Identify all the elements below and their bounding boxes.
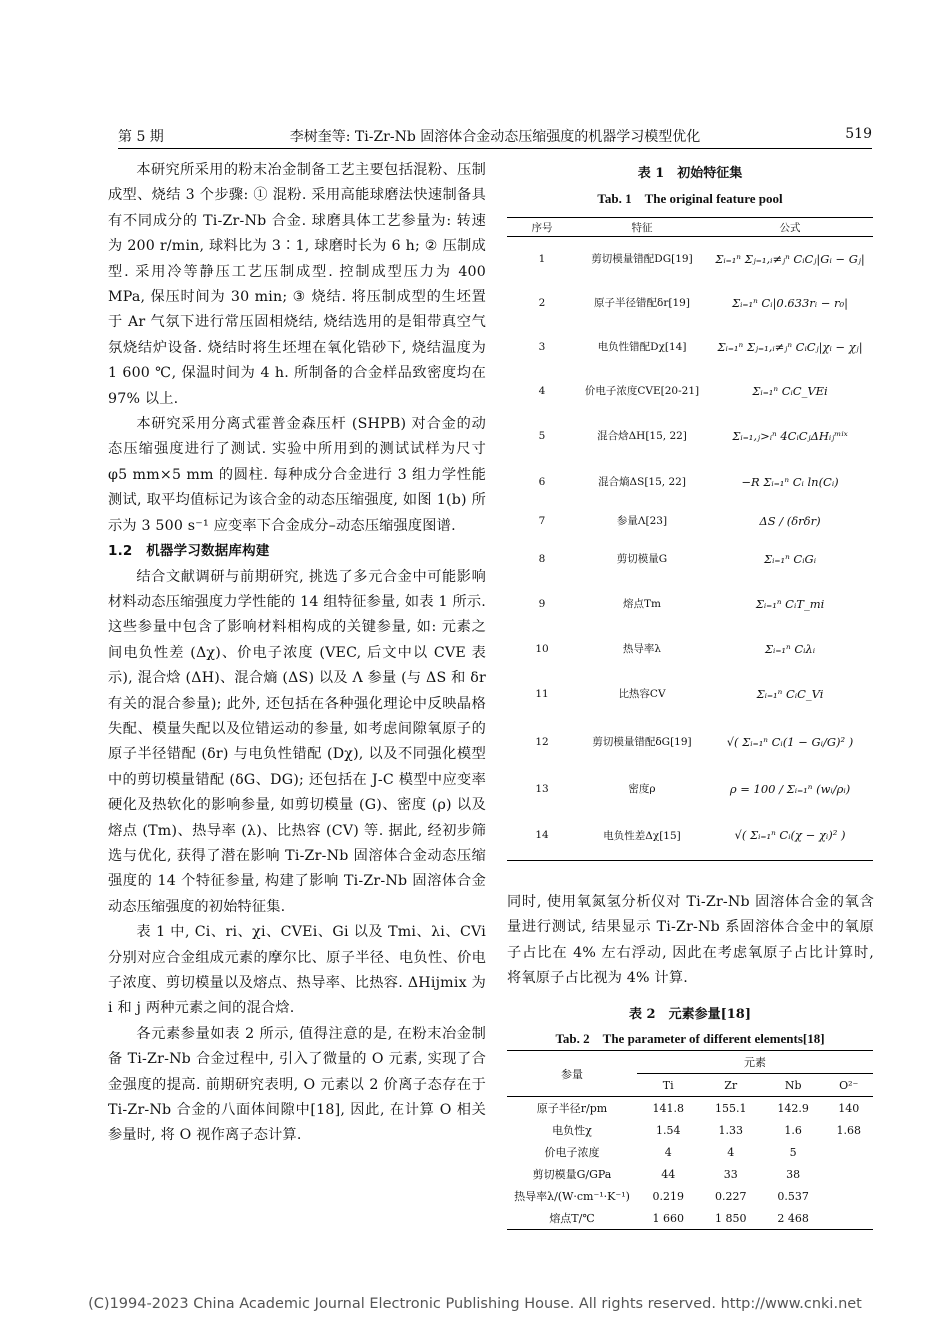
paragraph-oxygen: 同时, 使用氧氮氢分析仪对 Ti-Zr-Nb 固溶体合金的氧含量进行测试, 结果显示 Ti-Zr-Nb 系固溶体合金中的氧原子占比在 4% 左右浮动, 因此在考虑氧原子占比计算时, 将氧原子占比视为 4% 计算. (507, 894, 874, 987)
issue-number: 第 5 期 (118, 129, 164, 145)
table2-cell-value: 33 (723, 1167, 738, 1181)
table1-cell-formula: Σᵢ₌₁ⁿ Σⱼ₌₁,ᵢ≠ⱼⁿ CᵢCⱼ|Gᵢ − Gⱼ| (715, 251, 865, 266)
table1-cell-feature: 混合熵ΔS[15, 22] (598, 476, 686, 488)
table1-row (507, 581, 873, 627)
table2-cell-value: 5 (789, 1145, 797, 1159)
table2-cell-value: 1.68 (836, 1123, 861, 1137)
table2-cell-value (824, 1141, 873, 1163)
table1-cell-feature: 剪切模量错配δG[19] (592, 736, 692, 748)
table1-cell-formula: Σᵢ₌₁ⁿ Cᵢλᵢ (764, 641, 816, 656)
table1-cell-no: 8 (538, 552, 546, 565)
table1-header-feature: 特征 (577, 218, 707, 237)
table2-col-o: O²⁻ (824, 1074, 873, 1097)
table1-row (507, 369, 873, 413)
table2-cell-value: 1.6 (784, 1123, 802, 1137)
table1-row (507, 627, 873, 671)
table1-cell-no: 4 (538, 384, 546, 397)
table1-cell-formula: ρ = 100 / Σᵢ₌₁ⁿ (wᵢ/ρᵢ) (729, 781, 851, 796)
table1-cell-feature: 参量Λ[23] (616, 515, 668, 527)
table1-header-formula: 公式 (707, 218, 873, 237)
running-title: 李树奎等: Ti-Zr-Nb 固溶体合金动态压缩强度的机器学习模型优化 (289, 129, 701, 145)
table1-cell-feature: 热导率λ (622, 643, 662, 655)
table1-cell-feature: 剪切模量错配DG[19] (591, 253, 693, 266)
table2-cell-value: 1.33 (718, 1123, 743, 1137)
table1-row (507, 671, 873, 717)
table2-cell-value: 142.9 (777, 1101, 809, 1115)
table1-caption-en: Tab. 1 The original feature pool (597, 191, 783, 206)
paragraph-features: 结合文献调研与前期研究, 挑选了多元合金中可能影响材料动态压缩强度力学性能的 14 组特征参量, 如表 1 所示. 这些参量中包含了影响材料相构成的关键参量, 如: 元素之间电负性差 (Δχ)、价电子浓度 (VEC, 后文中以 CVE 表示), 混合焓 (ΔH)、混合熵 (ΔS) 以及 Λ 参量 (与 ΔS 和 δr 有关的混合参量); 此外, 还包括在各种强化理论中反映晶格失配、模量失配以及位错运动的参量, 如考虑间隙氧原子的原子半径错配 (δr) 与电负性错配 (Dχ), 以及不同强化模型中的剪切模量错配 (δG、DG); 还包括在 J-C 模型中应变率硬化及热软化的影响参量, 如剪切模量 (G)、密度 (ρ) 以及熔点 (Tm)、热导率 (λ)、比热容 (CV) 等. 据此, 经初步筛选与优化, 获得了潜在影响 Ti-Zr-Nb 固溶体合金动态压缩强度的 14 个特征参量, 构建了影响 Ti-Zr-Nb 固溶体合金动态压缩强度的初始特征集. (108, 568, 486, 915)
table1-header-no: 序号 (507, 218, 577, 237)
table2-cell-value: 0.219 (652, 1189, 684, 1203)
table2-cell-param: 原子半径r/pm (536, 1102, 608, 1115)
table2-cell-value: 140 (838, 1101, 860, 1115)
table1-cell-feature: 原子半径错配δr[19] (594, 297, 690, 309)
table1-cell-formula: Σᵢ₌₁ⁿ CᵢGᵢ (763, 551, 817, 566)
table2-cell-value: 1 660 (637, 1207, 699, 1230)
table1-caption-cn: 表 1 初始特征集 (637, 166, 743, 181)
table2-cell-value: 1.54 (655, 1123, 681, 1137)
table1-cell-formula: −R Σᵢ₌₁ⁿ Cᵢ ln(Cᵢ) (741, 474, 839, 489)
table2-cell-param: 热导率λ/(W·cm⁻¹·K⁻¹) (514, 1190, 630, 1203)
table2-cell-value (824, 1207, 873, 1230)
table2-row (507, 1163, 873, 1185)
table1-cell-no: 10 (535, 642, 549, 655)
table1-cell-formula: ΔS / (δrδr) (759, 513, 821, 528)
table1-body (507, 237, 873, 861)
table2-cell-value: 2 468 (762, 1207, 824, 1230)
paragraph-symbols: 表 1 中, Ci、ri、χi、CVEi、Gi 以及 Tmi、λi、CVi 分别对应合金组成元素的摩尔比、原子半径、电负性、价电子浓度、剪切模量以及熔点、热导率、比热容. ΔHijmix 为 i 和 j 两种元素之间的混合焓. (108, 924, 486, 1017)
paragraph-elements: 各元素参量如表 2 所示, 值得注意的是, 在粉末冶金制备 Ti-Zr-Nb 合金过程中, 引入了微量的 O 元素, 实现了合金强度的提高. 前期研究表明, O 元素以 2 价离子态存在于 Ti-Zr-Nb 合金的八面体间隙中[18], 因此, 在计算 O 相关参量时, 将 O 视作离子态计算. (108, 1025, 486, 1144)
table2-cell-param: 电负性χ (552, 1124, 592, 1137)
table1-cell-formula: Σᵢ₌₁ⁿ Cᵢ|0.633rᵢ − r₀| (731, 295, 849, 310)
table2-row (507, 1141, 873, 1163)
table1-cell-no: 13 (535, 782, 549, 795)
table1-row (507, 325, 873, 369)
table2-cell-param: 价电子浓度 (544, 1146, 600, 1159)
table2-header-element: 元素 (637, 1051, 873, 1074)
right-column (507, 890, 874, 992)
table1-feature-pool (507, 217, 873, 861)
table1-row (507, 459, 873, 505)
table2-col-ti: Ti (637, 1074, 699, 1097)
table1-cell-no: 2 (538, 296, 546, 309)
table1-row (507, 413, 873, 459)
table1-row (507, 281, 873, 325)
table1-cell-no: 6 (538, 475, 546, 488)
table1-cell-feature: 电负性差Δχ[15] (577, 811, 707, 861)
table2-row (507, 1097, 873, 1120)
table2-cell-value (824, 1163, 873, 1185)
table1-cell-formula: √( Σᵢ₌₁ⁿ Cᵢ(χ − χᵢ)² ) (707, 811, 873, 861)
table2-col-zr: Zr (699, 1074, 761, 1097)
table2-cell-value: 0.227 (714, 1189, 747, 1203)
table2-row (507, 1119, 873, 1141)
running-header (118, 124, 872, 149)
table2-caption-cn: 表 2 元素参量[18] (629, 1007, 751, 1022)
table1-cell-feature: 比热容CV (618, 688, 666, 700)
table1-cell-formula: Σᵢ₌₁,ⱼ>ᵢⁿ 4CᵢCⱼΔHᵢⱼᵐⁱˣ (732, 428, 848, 443)
paragraph-process: 本研究所采用的粉末冶金制备工艺主要包括混粉、压制成型、烧结 3 个步骤: ① 混粉. 采用高能球磨法快速制备具有不同成分的 Ti-Zr-Nb 合金. 球磨具体工艺参量为: 转速为 200 r/min, 球料比为 3∶1, 球磨时长为 6 h; ② 压制成型. 采用冷等静压工艺压制成型. 控制成型压力为 400 MPa, 保压时间为 30 min; ③ 烧结. 将压制成型的生坯置于 Ar 气氛下进行常压固相烧结, 烧结选用的是钼带真空气氛烧结炉设备. 烧结时将生坯埋在氧化锆砂下, 烧结温度为 1 600 ℃, 保温时间为 4 h. 所制备的合金样品致密度均在 97% 以上. (108, 162, 486, 407)
table1-cell-formula: Σᵢ₌₁ⁿ CᵢT_mi (755, 596, 825, 611)
table2-cell-value: 0.537 (777, 1189, 809, 1203)
table1-row (507, 537, 873, 581)
table2-row (507, 1185, 873, 1207)
copyright-footer: (C)1994-2023 China Academic Journal Electronic Publishing House. All rights reserved. http://www.cnki.net (88, 1296, 862, 1312)
table1-cell-feature: 混合焓ΔH[15, 22] (597, 430, 687, 442)
table1-row (507, 717, 873, 767)
table1-cell-feature: 剪切模量G (616, 553, 668, 565)
table2-body (507, 1097, 873, 1230)
paragraph-shpb: 本研究采用分离式霍普金森压杆 (SHPB) 对合金的动态压缩强度进行了测试. 实验中所用到的测试试样为尺寸 φ5 mm×5 mm 的圆柱. 每种成分合金进行 3 组力学性能测试, 取平均值标记为该合金的动态压缩强度, 如图 1(b) 所示为 3 500 s⁻¹ 应变率下合金成分–动态压缩强度图谱. (108, 416, 486, 534)
table1-cell-no: 3 (538, 340, 546, 353)
table2-cell-param: 熔点T/℃ (507, 1207, 637, 1230)
table2-cell-value: 44 (661, 1167, 676, 1181)
left-column (108, 158, 486, 1149)
table2-cell-value: 1 850 (699, 1207, 761, 1230)
table2-caption-en: Tab. 2 The parameter of different elements[18] (555, 1031, 825, 1046)
table1-row (507, 505, 873, 537)
table1-cell-no: 7 (538, 514, 546, 527)
table2-cell-value (824, 1185, 873, 1207)
table2-cell-value: 141.8 (652, 1101, 684, 1115)
page-number: 519 (845, 126, 872, 142)
table1-cell-formula: Σᵢ₌₁ⁿ CᵢC_VEi (752, 383, 828, 398)
table2-cell-value: 155.1 (714, 1101, 747, 1115)
table2-element-params (507, 1050, 873, 1230)
table2-row (507, 1207, 873, 1230)
table1-cell-no: 12 (535, 735, 549, 748)
table1-cell-no: 14 (507, 811, 577, 861)
section-heading: 1.2 机器学习数据库构建 (108, 543, 270, 560)
table1-cell-formula: Σᵢ₌₁ⁿ Σⱼ₌₁,ᵢ≠ⱼⁿ CᵢCⱼ|χᵢ − χⱼ| (717, 339, 863, 354)
table1-cell-no: 1 (538, 252, 546, 265)
table2-cell-value: 4 (664, 1145, 672, 1159)
table1-cell-no: 9 (538, 597, 546, 610)
table1-row (507, 767, 873, 811)
table2-cell-value: 4 (727, 1145, 735, 1159)
table1-cell-feature: 价电子浓度CVE[20-21] (584, 385, 700, 397)
table1-cell-feature: 电负性错配Dχ[14] (597, 341, 687, 353)
table2-header-param: 参量 (507, 1051, 637, 1097)
table2-cell-param: 剪切模量G/GPa (532, 1168, 612, 1181)
table1-cell-formula: √( Σᵢ₌₁ⁿ Cᵢ(1 − Gᵢ/G)² ) (726, 734, 854, 749)
table1-cell-no: 11 (535, 687, 549, 700)
table1-cell-feature: 密度ρ (628, 783, 656, 795)
table2-col-nb: Nb (762, 1074, 824, 1097)
table1-cell-feature: 熔点Tm (623, 598, 661, 610)
table2-cell-value: 38 (786, 1167, 801, 1181)
table1-row (507, 811, 873, 861)
table1-cell-no: 5 (538, 429, 546, 442)
table1-row (507, 237, 873, 281)
table1-cell-formula: Σᵢ₌₁ⁿ CᵢC_Vi (756, 686, 824, 701)
